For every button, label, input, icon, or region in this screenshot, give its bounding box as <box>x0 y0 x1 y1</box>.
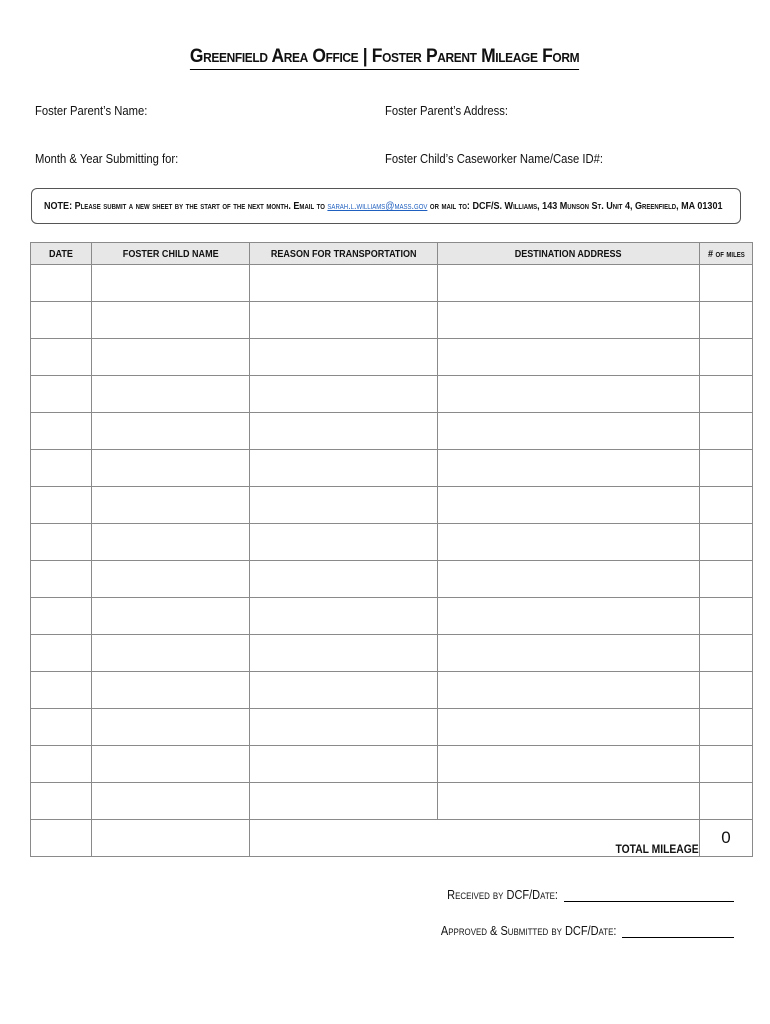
destination-cell[interactable] <box>438 635 700 672</box>
miles-cell[interactable] <box>700 487 753 524</box>
miles-cell[interactable] <box>700 302 753 339</box>
reason-cell[interactable] <box>250 561 438 598</box>
total-mileage-label: TOTAL MILEAGE <box>250 820 700 857</box>
date-cell[interactable] <box>31 450 92 487</box>
note-mail-address: or mail to: DCF/S. Williams, 143 Munson St. Unit 4, Greenfield, MA 01301 <box>429 200 723 212</box>
destination-cell[interactable] <box>438 561 700 598</box>
destination-cell[interactable] <box>438 450 700 487</box>
mileage-table <box>30 242 753 857</box>
miles-cell[interactable] <box>700 672 753 709</box>
date-cell[interactable] <box>31 635 92 672</box>
destination-cell[interactable] <box>438 302 700 339</box>
destination-cell[interactable] <box>438 598 700 635</box>
table-row <box>31 376 753 413</box>
date-cell[interactable] <box>31 487 92 524</box>
destination-cell[interactable] <box>438 376 700 413</box>
child-name-cell[interactable] <box>92 709 250 746</box>
header-destination: DESTINATION ADDRESS <box>438 243 700 265</box>
child-name-cell[interactable] <box>92 635 250 672</box>
date-cell[interactable] <box>31 746 92 783</box>
parent-name-label: Foster Parent’s Name: <box>35 104 148 118</box>
child-name-cell[interactable] <box>92 265 250 302</box>
miles-cell[interactable] <box>700 413 753 450</box>
child-name-cell[interactable] <box>92 413 250 450</box>
miles-cell[interactable] <box>700 339 753 376</box>
header-miles: # of miles <box>700 243 753 265</box>
reason-cell[interactable] <box>250 413 438 450</box>
date-cell[interactable] <box>31 783 92 820</box>
date-cell[interactable] <box>31 339 92 376</box>
date-cell[interactable] <box>31 672 92 709</box>
date-cell[interactable] <box>31 598 92 635</box>
form-title-wrap <box>0 46 770 70</box>
table-row <box>31 339 753 376</box>
table-row <box>31 524 753 561</box>
table-row <box>31 561 753 598</box>
table-row <box>31 450 753 487</box>
date-cell[interactable] <box>31 265 92 302</box>
month-year-label: Month & Year Submitting for: <box>35 152 179 166</box>
note-text <box>44 200 722 212</box>
date-cell[interactable] <box>31 709 92 746</box>
header-date: DATE <box>31 243 92 265</box>
note-instructions: Please submit a new sheet by the start of the next month. Email to <box>74 200 325 212</box>
reason-cell[interactable] <box>250 598 438 635</box>
table-body <box>31 265 753 857</box>
email-link[interactable]: sarah.l.williams@mass.gov <box>327 200 428 212</box>
date-cell[interactable] <box>31 820 92 857</box>
form-title: Greenfield Area Office | Foster Parent Mileage Form <box>190 46 579 70</box>
destination-cell[interactable] <box>438 783 700 820</box>
child-name-cell[interactable] <box>92 746 250 783</box>
miles-cell[interactable] <box>700 450 753 487</box>
miles-cell[interactable] <box>700 709 753 746</box>
child-name-cell[interactable] <box>92 672 250 709</box>
reason-cell[interactable] <box>250 302 438 339</box>
destination-cell[interactable] <box>438 709 700 746</box>
destination-cell[interactable] <box>438 487 700 524</box>
reason-cell[interactable] <box>250 339 438 376</box>
parent-address-label: Foster Parent’s Address: <box>385 104 508 118</box>
table-row <box>31 265 753 302</box>
note-lead: NOTE: <box>44 200 73 212</box>
reason-cell[interactable] <box>250 450 438 487</box>
table-row <box>31 598 753 635</box>
reason-cell[interactable] <box>250 746 438 783</box>
child-name-cell[interactable] <box>92 561 250 598</box>
header-reason: REASON FOR TRANSPORTATION <box>250 243 438 265</box>
table-row <box>31 487 753 524</box>
child-name-cell[interactable] <box>92 487 250 524</box>
table-row <box>31 635 753 672</box>
date-cell[interactable] <box>31 413 92 450</box>
reason-cell[interactable] <box>250 524 438 561</box>
table-row <box>31 413 753 450</box>
child-name-cell[interactable] <box>92 524 250 561</box>
date-cell[interactable] <box>31 302 92 339</box>
miles-cell[interactable] <box>700 376 753 413</box>
destination-cell[interactable] <box>438 339 700 376</box>
child-name-cell[interactable] <box>92 598 250 635</box>
miles-cell[interactable] <box>700 561 753 598</box>
table-row <box>31 783 753 820</box>
destination-cell[interactable] <box>438 524 700 561</box>
received-label: Received by DCF/Date: <box>447 888 558 902</box>
approved-signature-line[interactable] <box>622 923 734 938</box>
total-row <box>31 820 753 857</box>
note-box <box>31 188 741 224</box>
miles-cell[interactable] <box>700 598 753 635</box>
date-cell[interactable] <box>31 376 92 413</box>
header-child-name: FOSTER CHILD NAME <box>92 243 250 265</box>
miles-cell[interactable] <box>700 746 753 783</box>
reason-cell[interactable] <box>250 487 438 524</box>
child-name-cell[interactable] <box>92 339 250 376</box>
date-cell[interactable] <box>31 524 92 561</box>
table-row <box>31 746 753 783</box>
table-row <box>31 672 753 709</box>
child-name-cell[interactable] <box>92 450 250 487</box>
reason-cell[interactable] <box>250 376 438 413</box>
reason-cell[interactable] <box>250 672 438 709</box>
miles-cell[interactable] <box>700 783 753 820</box>
table-header-row <box>31 243 753 265</box>
miles-cell[interactable] <box>700 265 753 302</box>
total-mileage-value: 0 <box>700 820 753 857</box>
approved-label: Approved & Submitted by DCF/Date: <box>440 924 616 938</box>
table-row <box>31 302 753 339</box>
received-signature-line[interactable] <box>564 887 734 902</box>
date-cell[interactable] <box>31 561 92 598</box>
reason-cell[interactable] <box>250 709 438 746</box>
destination-cell[interactable] <box>438 265 700 302</box>
reason-cell[interactable] <box>250 265 438 302</box>
destination-cell[interactable] <box>438 672 700 709</box>
table-row <box>31 709 753 746</box>
destination-cell[interactable] <box>438 746 700 783</box>
child-name-cell[interactable] <box>92 376 250 413</box>
caseworker-label: Foster Child’s Caseworker Name/Case ID#: <box>385 152 603 166</box>
child-name-cell[interactable] <box>92 820 250 857</box>
child-name-cell[interactable] <box>92 302 250 339</box>
reason-cell[interactable] <box>250 783 438 820</box>
miles-cell[interactable] <box>700 524 753 561</box>
received-signature <box>432 887 734 902</box>
reason-cell[interactable] <box>250 635 438 672</box>
miles-cell[interactable] <box>700 635 753 672</box>
destination-cell[interactable] <box>438 413 700 450</box>
approved-signature <box>417 923 734 938</box>
child-name-cell[interactable] <box>92 783 250 820</box>
